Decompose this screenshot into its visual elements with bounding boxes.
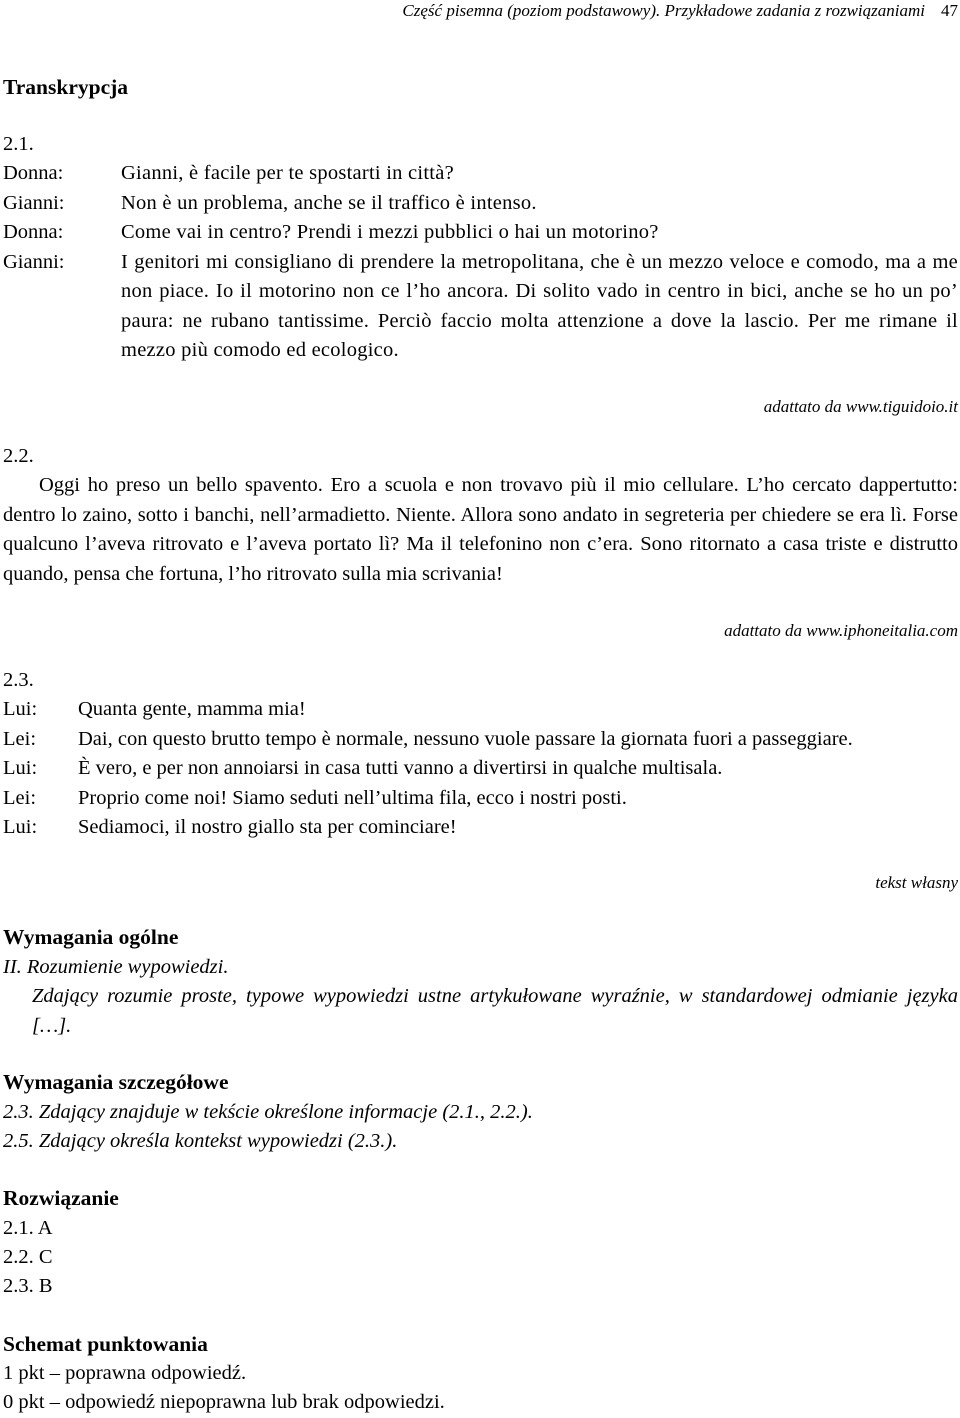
source-citation: adattato da www.tiguidoio.it <box>763 397 958 416</box>
answer-item: 2.2. C <box>3 1246 53 1268</box>
speaker-label: Lui: <box>3 757 38 779</box>
speaker-label: Lei: <box>3 727 37 750</box>
speaker-label: Lei: <box>3 786 37 809</box>
dialogue-line <box>3 189 958 219</box>
dialogue-line <box>3 695 958 725</box>
schemat-heading: Schemat punktowania <box>3 1332 208 1356</box>
speaker-label: Lui: <box>3 816 38 838</box>
utterance: Quanta gente, mamma mia! <box>78 698 306 720</box>
wymagania-szczegolowe-heading: Wymagania szczegółowe <box>3 1070 229 1094</box>
utterance: È vero, e per non annoiarsi in casa tutti vanno a divertirsi in qualche multisala. <box>78 757 723 779</box>
utterance: Come vai in centro? Prendi i mezzi pubblici o hai un motorino? <box>121 221 659 243</box>
dialogue-line <box>3 248 958 366</box>
wymagania-ogolne-line-1: II. Rozumienie wypowiedzi. <box>3 956 229 978</box>
utterance: Gianni, è facile per te spostarti in città? <box>121 162 454 184</box>
speaker-label: Donna: <box>3 221 64 243</box>
page-header <box>3 0 958 26</box>
scoring-line: 0 pkt – odpowiedź niepoprawna lub brak odpowiedzi. <box>3 1391 445 1413</box>
wymagania-ogolne-heading: Wymagania ogólne <box>3 925 179 949</box>
dialogue-2-3 <box>3 695 958 843</box>
wymagania-szczegolowe-line-1: 2.3. Zdający znajduje w tekście określone informacje (2.1., 2.2.). <box>3 1101 533 1123</box>
speaker-label: Donna: <box>3 162 64 184</box>
utterance: Sediamoci, il nostro giallo sta per cominciare! <box>78 816 457 838</box>
speaker-label: Gianni: <box>3 191 65 214</box>
section-2-2-label: 2.2. <box>3 445 34 467</box>
utterance: Proprio come noi! Siamo seduti nell’ultima fila, ecco i nostri posti. <box>78 786 627 809</box>
dialogue-line <box>3 754 958 784</box>
speaker-label: Gianni: <box>3 250 65 273</box>
transkrypcja-heading: Transkrypcja <box>3 75 129 99</box>
utterance: Dai, con questo brutto tempo è normale, nessuno vuole passare la giornata fuori a passeggiare. <box>78 727 853 750</box>
dialogue-2-1 <box>3 159 958 366</box>
section-2-1-label: 2.1. <box>3 133 34 155</box>
source-citation: tekst własny <box>875 873 958 892</box>
page-number: 47 <box>941 1 958 20</box>
speaker-label: Lui: <box>3 698 38 720</box>
scoring-line: 1 pkt – poprawna odpowiedź. <box>3 1362 247 1384</box>
utterance: Non è un problema, anche se il traffico è intenso. <box>121 191 537 214</box>
dialogue-line <box>3 813 958 843</box>
section-2-3-label: 2.3. <box>3 669 34 691</box>
rozwiazanie-heading: Rozwiązanie <box>3 1186 119 1210</box>
dialogue-line <box>3 159 958 189</box>
source-citation: adattato da www.iphoneitalia.com <box>724 621 958 640</box>
section-2-2-text <box>3 471 958 589</box>
dialogue-line <box>3 784 958 814</box>
header-title: Część pisemna (poziom podstawowy). Przykładowe zadania z rozwiązaniami <box>402 1 925 20</box>
dialogue-line <box>3 725 958 755</box>
answer-item: 2.3. B <box>3 1275 53 1297</box>
wymagania-szczegolowe-line-2: 2.5. Zdający określa kontekst wypowiedzi (2.3.). <box>3 1130 398 1152</box>
dialogue-line <box>3 218 958 248</box>
utterance: I genitori mi consigliano di prendere la metropolitana, che è un mezzo veloce e comodo, ma a me non piace. Io il motorino non ce l’ho ancora. Di solito vado in centro in bici, anche se ho un po’ paura: ne rubano tantissime. Perciò faccio molta attenzione a dove la lascio. Per me rimane il mezzo più comodo ed ecologico. <box>121 250 958 361</box>
paragraph-text: Oggi ho preso un bello spavento. Ero a scuola e non trovavo più il mio cellulare. L’ho cercato dappertutto: dentro lo zaino, sotto i banchi, nell’armadietto. Niente. Allora sono andato in segreteria per chiedere se era lì. Forse qualcuno l’aveva ritrovato e l’aveva portato lì? Ma il telefonino non c’era. Sono ritornato a casa triste e distrutto quando, pensa che fortuna, l’ho ritrovato sulla mia scrivania! <box>3 474 958 585</box>
answer-item: 2.1. A <box>3 1217 53 1239</box>
wymagania-ogolne-line-2: Zdający rozumie proste, typowe wypowiedzi ustne artykułowane wyraźnie, w standardowej odmianie języka […]. <box>32 985 958 1037</box>
